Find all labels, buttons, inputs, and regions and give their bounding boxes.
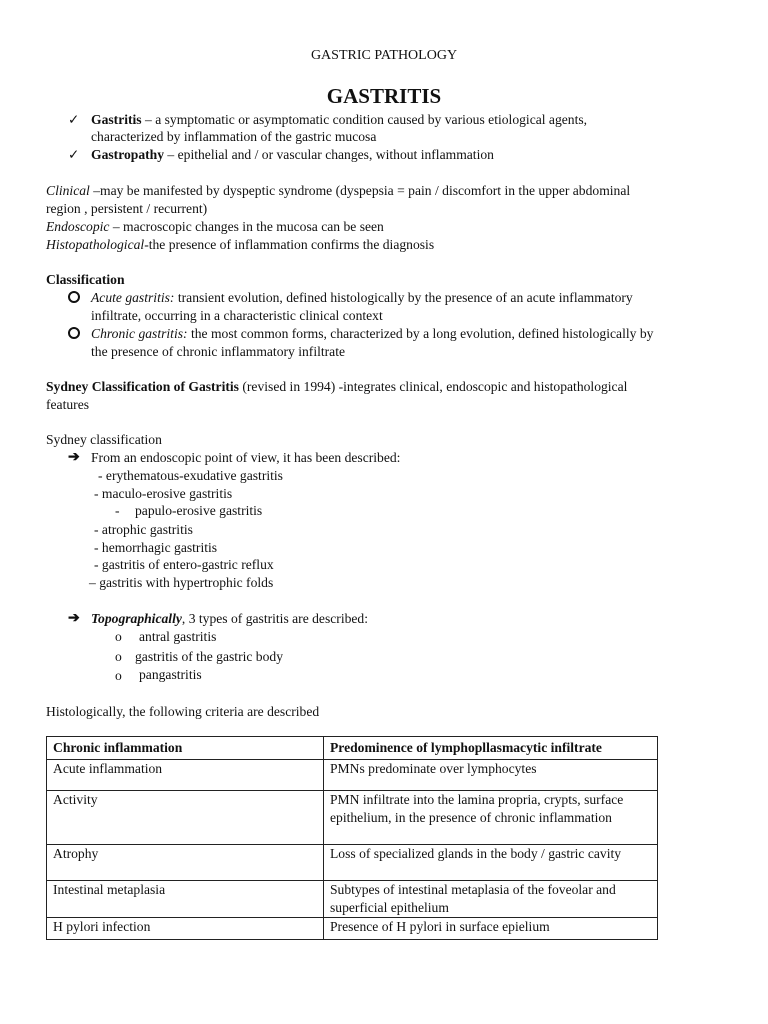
sydney-paragraph [46, 378, 627, 396]
definition-gastritis [91, 111, 587, 129]
histology-intro: Histologically, the following criteria are described [46, 704, 320, 719]
table-row [47, 760, 658, 791]
table-row [47, 918, 658, 940]
endoscopic-item: - erythematous-exudative gastritis [98, 468, 283, 483]
endoscopic-item: - gastritis of entero-gastric reflux [94, 557, 274, 572]
classification-text: the most common forms, characterized by a long evolution, defined histologically by [187, 326, 654, 341]
check-icon: ✓ [68, 147, 80, 162]
definition-text: – a symptomatic or asymptomatic condition caused by various etiological agents, [141, 112, 588, 127]
table-row [47, 881, 658, 918]
classification-item-acute [91, 289, 633, 307]
classification-term: Chronic gastritis: [91, 326, 188, 341]
endoscopic-item: - atrophic gastritis [94, 522, 193, 537]
table-cell: Intestinal metaplasia [47, 881, 324, 918]
sydney-text-cont: features [46, 397, 90, 412]
table-header-row [47, 737, 658, 760]
table-cell: Loss of specialized glands in the body / gastric cavity [324, 845, 658, 881]
definition-text-cont: characterized by inflammation of the gastric mucosa [91, 129, 377, 144]
circle-bullet-icon [68, 290, 80, 308]
clinical-line [46, 182, 630, 200]
table-cell: Atrophy [47, 845, 324, 881]
table-cell: PMNs predominate over lymphocytes [324, 760, 658, 791]
table-cell: Presence of H pylori in surface epielium [324, 918, 658, 940]
classification-text-cont: infiltrate, occurring in a characteristic clinical context [91, 308, 383, 323]
histology-table [46, 736, 658, 940]
circle-bullet-icon [68, 326, 80, 344]
table-header-cell: Chronic inflammation [47, 737, 324, 760]
page-title: GASTRITIS [326, 84, 442, 108]
definition-term: Gastropathy [91, 147, 165, 162]
arrow-right-icon: ➔ [68, 611, 80, 626]
clinical-term: Clinical [46, 183, 90, 198]
definition-text: – epithelial and / or vascular changes, without inflammation [164, 147, 494, 162]
topographic-item: gastritis of the gastric body [135, 649, 283, 664]
endoscopic-item: - maculo-erosive gastritis [94, 486, 233, 501]
classification-item-chronic [91, 325, 653, 343]
topographic-text: , 3 types of gastritis are described: [181, 611, 368, 626]
histopathological-text: -the presence of inflammation confirms the diagnosis [144, 237, 435, 252]
table-cell: Subtypes of intestinal metaplasia of the foveolar and superficial epithelium [324, 881, 658, 918]
classification-text-cont: the presence of chronic inflammatory infiltrate [91, 344, 346, 359]
classification-heading: Classification [46, 272, 125, 287]
clinical-line-cont: region , persistent / recurrent) [46, 201, 208, 216]
endoscopic-item: papulo-erosive gastritis [135, 503, 263, 518]
table-row [47, 845, 658, 881]
circle-bullet: o [115, 649, 122, 664]
definition-gastropathy [91, 146, 494, 164]
classification-term: Acute gastritis: [91, 290, 175, 305]
circle-bullet: o [115, 629, 122, 644]
table-cell: PMN infiltrate into the lamina propria, crypts, surface epithelium, in the presence of chronic inflammation [324, 791, 658, 845]
histopathological-line [46, 236, 434, 254]
endoscopic-item: - hemorrhagic gastritis [94, 540, 218, 555]
sydney-bold: Sydney Classification of Gastritis [46, 379, 239, 394]
histopathological-term: Histopathological [46, 237, 145, 252]
topographic-term: Topographically [91, 611, 182, 626]
endoscopic-line [46, 218, 384, 236]
sydney-label: Sydney classification [46, 432, 162, 447]
definition-term: Gastritis [91, 112, 142, 127]
table-header-cell: Predominence of lymphopllasmacytic infiltrate [324, 737, 658, 760]
endoscopic-intro: From an endoscopic point of view, it has been described: [91, 450, 401, 465]
endoscopic-item-dash: - [115, 503, 120, 518]
arrow-right-icon: ➔ [68, 450, 80, 465]
table-cell: Acute inflammation [47, 760, 324, 791]
clinical-text: –may be manifested by dyspeptic syndrome (dyspepsia = pain / discomfort in the upper abdominal [89, 183, 631, 198]
classification-text: transient evolution, defined histologically by the presence of an acute inflammatory [174, 290, 633, 305]
endoscopic-term: Endoscopic [46, 219, 110, 234]
table-row [47, 791, 658, 845]
endoscopic-item: – gastritis with hypertrophic folds [89, 575, 274, 590]
table-cell: H pylori infection [47, 918, 324, 940]
page-header: GASTRIC PATHOLOGY [310, 48, 458, 63]
topographic-intro [91, 610, 368, 628]
sydney-text: (revised in 1994) -integrates clinical, endoscopic and histopathological [238, 379, 628, 394]
circle-bullet: o [115, 668, 122, 683]
endoscopic-text: – macroscopic changes in the mucosa can be seen [109, 219, 384, 234]
topographic-item: pangastritis [139, 667, 202, 682]
check-icon: ✓ [68, 112, 80, 127]
topographic-item: antral gastritis [139, 629, 217, 644]
table-cell: Activity [47, 791, 324, 845]
